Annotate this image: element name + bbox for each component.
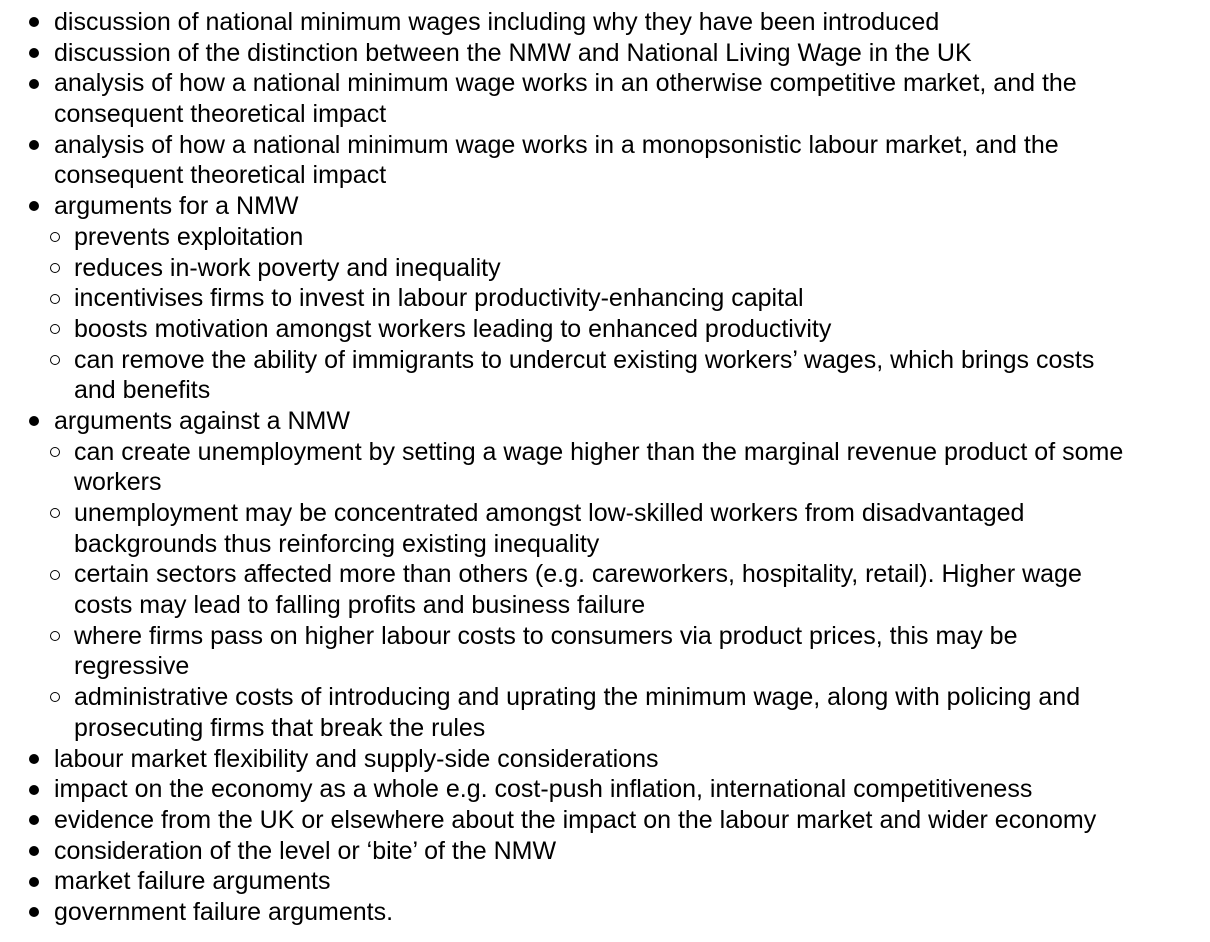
circle-bullet-icon <box>47 314 63 345</box>
list-item-continuation <box>0 467 1210 498</box>
circle-bullet-icon <box>47 345 63 376</box>
bullet-icon <box>27 744 41 775</box>
list-item <box>0 130 1210 161</box>
list-item-text: incentivises firms to invest in labour productivity-enhancing capital <box>74 284 804 313</box>
list-item <box>0 38 1210 69</box>
circle-bullet-icon <box>47 559 63 590</box>
bullet-icon <box>27 191 41 222</box>
list-item-text: market failure arguments <box>54 867 331 896</box>
bullet-icon <box>27 38 41 69</box>
list-item-text: certain sectors affected more than others (e.g. careworkers, hospitality, retail). Higher wage <box>74 560 1082 589</box>
list-item-text: workers <box>74 468 162 497</box>
list-item <box>0 191 1210 222</box>
list-item-text: arguments against a NMW <box>54 406 350 435</box>
list-item-text: boosts motivation amongst workers leading to enhanced productivity <box>74 314 832 343</box>
list-item-text: evidence from the UK or elsewhere about the impact on the labour market and wider economy <box>54 805 1097 834</box>
bullet-icon <box>27 836 41 867</box>
list-item-text: unemployment may be concentrated amongst low-skilled workers from disadvantaged <box>74 499 1025 527</box>
bullet-icon <box>27 68 41 99</box>
bullet-icon <box>27 130 41 161</box>
list-item-text: analysis of how a national minimum wage works in a monopsonistic labour market, and the <box>54 130 1059 159</box>
bullet-icon <box>27 866 41 897</box>
list-item-text: can remove the ability of immigrants to undercut existing workers’ wages, which brings costs <box>74 345 1095 374</box>
bullet-icon <box>27 7 41 38</box>
list-item-text: can create unemployment by setting a wage higher than the marginal revenue product of some <box>74 437 1124 466</box>
list-item-text: costs may lead to falling profits and business failure <box>74 591 646 620</box>
circle-bullet-icon <box>47 498 63 529</box>
list-item-continuation <box>0 713 1210 744</box>
circle-bullet-icon <box>47 682 63 713</box>
list-item <box>0 406 1210 437</box>
bullet-icon <box>27 805 41 836</box>
list-item-text: government failure arguments. <box>54 897 394 926</box>
list-item <box>0 744 1210 775</box>
list-item-text: consequent theoretical impact <box>54 161 387 190</box>
circle-bullet-icon <box>47 222 63 253</box>
list-item <box>0 253 1210 284</box>
bullet-icon <box>27 774 41 805</box>
list-item-text: where firms pass on higher labour costs to consumers via product prices, this may be <box>74 621 1018 650</box>
list-item <box>0 621 1210 652</box>
list-item <box>0 222 1210 253</box>
list-item <box>0 437 1210 468</box>
list-item-text: backgrounds thus reinforcing existing inequality <box>74 529 600 558</box>
list-item-text: administrative costs of introducing and uprating the minimum wage, along with policing and <box>74 683 1081 712</box>
list-item <box>0 836 1210 867</box>
circle-bullet-icon <box>47 253 63 284</box>
bullet-list-document <box>0 7 1210 928</box>
list-item-continuation <box>0 160 1210 191</box>
list-item <box>0 498 1210 529</box>
list-item-text: labour market flexibility and supply-side considerations <box>54 744 659 773</box>
circle-bullet-icon <box>47 621 63 652</box>
list-item <box>0 345 1210 376</box>
bullet-icon <box>27 897 41 928</box>
list-item-continuation <box>0 651 1210 682</box>
list-item-text: prosecuting firms that break the rules <box>74 713 486 742</box>
list-item-text: discussion of the distinction between the NMW and National Living Wage in the UK <box>54 38 972 67</box>
list-item-text: prevents exploitation <box>74 222 304 251</box>
list-item <box>0 805 1210 836</box>
list-item-text: impact on the economy as a whole e.g. cost-push inflation, international competitiveness <box>54 775 1033 804</box>
list-item <box>0 866 1210 897</box>
list-item <box>0 7 1210 38</box>
list-item-continuation <box>0 99 1210 130</box>
list-item-text: discussion of national minimum wages including why they have been introduced <box>54 8 940 36</box>
list-item-text: arguments for a NMW <box>54 192 299 221</box>
list-item-text: reduces in-work poverty and inequality <box>74 253 501 282</box>
list-item <box>0 314 1210 345</box>
list-item <box>0 682 1210 713</box>
list-item-text: and benefits <box>74 376 211 405</box>
list-item <box>0 774 1210 805</box>
list-item-continuation <box>0 529 1210 560</box>
circle-bullet-icon <box>47 437 63 468</box>
bullet-icon <box>27 406 41 437</box>
list-item-text: analysis of how a national minimum wage works in an otherwise competitive market, and the <box>54 69 1077 98</box>
list-item-continuation <box>0 590 1210 621</box>
list-item-text: consequent theoretical impact <box>54 100 387 129</box>
list-item-continuation <box>0 375 1210 406</box>
list-item <box>0 68 1210 99</box>
list-item <box>0 559 1210 590</box>
list-item-text: regressive <box>74 652 190 681</box>
list-item <box>0 283 1210 314</box>
list-item <box>0 897 1210 928</box>
list-item-text: consideration of the level or ‘bite’ of the NMW <box>54 836 557 865</box>
circle-bullet-icon <box>47 283 63 314</box>
